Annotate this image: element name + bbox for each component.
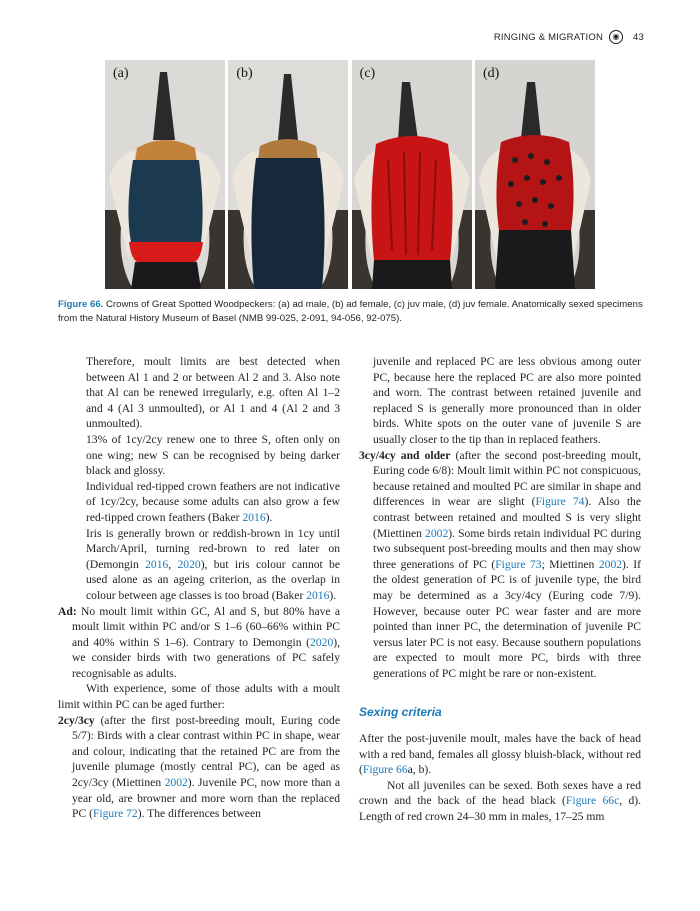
figure-panel-a [105,60,225,289]
text: ). Also the contrast between retained and moulted S is very slight (Miettinen [373,495,642,540]
paragraph [58,526,340,604]
text: , d). Length of red crown 24–30 mm in males, 17–25 mm [359,794,641,824]
text: ; Miettinen [541,557,599,571]
paragraph [58,432,340,479]
section-heading: Sexing criteria [359,705,442,720]
paragraph-2cy [58,713,340,822]
panel-label: (d) [482,66,500,81]
citation-link[interactable]: 2016 [306,588,330,602]
paragraph-ad [58,604,340,682]
running-head-section: RINGING & MIGRATION [493,31,604,43]
figure-caption-text: Crowns of Great Spotted Woodpeckers: (a) ad male, (b) ad female, (c) juv male, (d) juv female. Anatomically sexed specimens from the Natural History Museum of Basel (NMB 99-025, 2-091, 94-056, 92-075). [58,299,643,324]
figure-66 [105,60,595,289]
panel-label: (b) [236,66,253,81]
paragraph [58,681,340,712]
text: 13% of 1cy/2cy renew one to three S, often only on one wing; new S can be recognised by being darker black and glossy. [86,432,340,478]
text: With experience, some of those adults with a moult limit within PC can be aged further: [58,682,340,712]
figure-caption-label: Figure 66. [58,299,104,310]
paragraph [58,479,340,526]
text: ), we consider birds with two generations of PC safely recognisable as adults. [72,635,340,680]
term-label: 3cy/4cy and older [359,448,451,462]
page-number: 43 [633,31,644,43]
text: ). If the oldest generation of PC is of juvenile type, the bird may be determined as a 3cy/4cy (Euring code 7/9). However, because outer PC wear faster and are more pointed than inner PC, the determination of juvenile PC versus later PC is not easy. Because southern populations are expected to moult more PC, birds with three generations of PC might be rare or non-existent. [373,557,641,680]
citation-link[interactable]: 2002 [598,557,623,571]
text: Iris is generally brown or reddish-brown in 1cy until March/April, turning red-brown to red later on (Demongin [86,526,340,571]
paragraph [359,354,641,448]
woodpecker-crown-ad-female-image [228,60,348,289]
text: Individual red-tipped crown feathers are not indicative of 1cy/2cy, because some adults can also grow a few red-tipped crown feathers (Baker [86,479,340,524]
woodpecker-crown-juv-male-image [352,60,472,289]
figure-panel-b [228,60,348,289]
text: ). Some birds retain individual PC during two subsequent post-breeding moults and then may show three generations of PC ( [373,526,642,571]
panel-label: (c) [359,66,376,81]
text: Not all juveniles can be sexed. Both sexes have a red crown and the back of the head black ( [359,778,641,808]
text: No moult limit within GC, Al and S, but 80% have a moult limit within PC and/or S 1–6 (60–66% within PC and 40% within S 1–6). Contrary to Demongin ( [72,604,340,649]
figure-link[interactable]: Figure 72 [92,807,138,821]
paragraph-3cy [359,448,641,682]
figure-link[interactable]: Figure 66 [362,763,408,777]
woodpecker-crown-juv-female-image [475,60,595,289]
citation-link[interactable]: 2016 [242,510,266,524]
figure-link[interactable]: Figure 66c [565,794,620,808]
text: (after the second post-breeding moult, Euring code 6/8): Moult limit within PC not conspicuous, because retained and moulted PC are similar in shape and differences in wear are slight ( [373,448,641,509]
left-column [58,354,340,822]
text: ). [265,510,273,524]
text: ). The differences between [137,807,261,821]
paragraph [359,778,641,825]
citation-link[interactable]: 2020 [310,635,334,649]
text: ), but iris colour cannot be used alone as an ageing criterion, as the overlap in colour between age classes is too broad (Baker [86,557,340,602]
woodpecker-crown-ad-male-image [105,60,225,289]
citation-link[interactable]: 2016 [145,557,169,571]
figure-panel-c [352,60,472,289]
citation-link[interactable]: 2002 [164,776,188,790]
panel-label: (a) [113,66,129,81]
text: After the post-juvenile moult, males have the back of head with a red band, females all glossy bluish-black, without red ( [359,732,641,777]
citation-link[interactable]: 2020 [177,557,201,571]
figure-link[interactable]: Figure 73 [495,557,542,571]
figure-link[interactable]: Figure 74 [535,495,585,509]
paragraph [359,731,641,778]
text: a, b). [407,763,432,777]
text: Therefore, moult limits are best detected when between Al 1 and 2 or between Al 2 and 3. Also note that Al can be renewed irregularly, e.g. often Al 1–2 and 4 (Al 3 unmoulted), or Al 1 and 4 (Al 2 and 3 unmoulted). [86,355,340,431]
figure-panel-d [475,60,595,289]
term-label: 2cy/3cy [58,713,95,727]
citation-link[interactable]: 2002 [425,526,449,540]
text: ). Juvenile PC, now more than a year old, are browner and more worn than the replaced PC ( [72,776,340,821]
right-column [359,354,641,825]
text: juvenile and replaced PC are less obvious among outer PC, because here the replaced PC are also more pointed and worn. The contrast between retained juvenile and replaced S is generally more pronounced than in older birds. White spots on the outer vane of juvenile S are usually closer to the tip than in replaced feathers. [373,355,641,446]
running-head [494,30,644,44]
paragraph [58,354,340,432]
text: (after the first post-breeding moult, Euring code 5/7): Birds with a clear contrast within PC in shape, wear and colour, indicating that the retained PC are from the juvenile plumage (mostly central PC), can be aged as 2cy/3cy (Miettinen [72,713,340,790]
text: ). [329,588,337,602]
figure-caption [58,298,648,325]
journal-logo-icon: ◉ [609,30,623,44]
term-label: Ad: [58,604,77,618]
text: , [168,557,178,571]
